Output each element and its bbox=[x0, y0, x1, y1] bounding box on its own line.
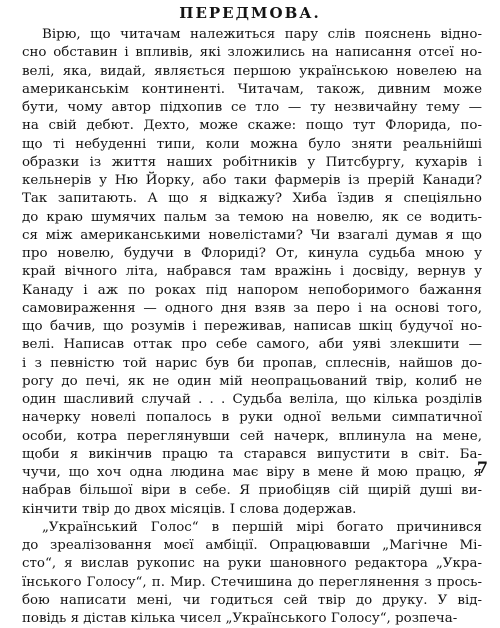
text-line: що бачив, що розумів і переживав, написав шкіц будучої но- bbox=[22, 319, 482, 334]
text-line: рогу до печі, як не один мій неопрацьований твір, колиб не bbox=[22, 373, 482, 389]
page-body-text bbox=[22, 26, 482, 628]
text-line: до зреалізовання моєї амбіції. Опрацювавши „Магічне Мі- bbox=[22, 538, 482, 553]
text-line: самовираження — одного дня взяв за перо і на основі того, bbox=[22, 300, 482, 316]
text-line: набрав більшої віри в себе. Я приобіцяв сій щирій душі ви- bbox=[22, 483, 482, 499]
text-line: їнського Голосу“, п. Мир. Стечишина до переглянення з прось- bbox=[22, 574, 482, 590]
text-line: „Український Голос“ в першій мірі богато причинився bbox=[42, 519, 482, 535]
text-line: бути, чому автор підхопив се тло — ту незвичайну тему — bbox=[22, 100, 482, 115]
text-line: велі, яка, видай, являється першою українською новелею на bbox=[22, 63, 482, 79]
text-line: край вічного літа, набрався там вражінь і досвіду, вернув у bbox=[22, 264, 482, 280]
text-line: чучи, що хоч одна людина має віру в мене й мою працю, я bbox=[22, 465, 482, 480]
text-line: один шасливий случай . . . Судьба веліла, що кілька розділів bbox=[22, 392, 482, 407]
text-line: на свій дебют. Дехто, може скаже: пощо тут Флорида, по- bbox=[22, 118, 482, 134]
text-line: про новелю, будучи в Флориді? От, кинула судьба мною у bbox=[22, 246, 482, 261]
text-line: повідь я дістав кілька чисел „Українського Голосу“, розпеча- bbox=[22, 611, 458, 626]
text-line: що ті небуденні типи, коли можна було зняти реальнійші bbox=[22, 136, 482, 152]
text-line: сто“, я вислав рукопис на руки шановного редактора „Укра- bbox=[22, 556, 482, 572]
text-line: кінчити твір до двох місяців. І слова додержав. bbox=[22, 501, 357, 517]
text-line: до краю шумячих пальм за темою на новелю, як се водить- bbox=[22, 209, 482, 225]
text-line: Так запитають. А що я відкажу? Хиба їздив я спеціяльно bbox=[22, 191, 482, 207]
text-line: Канаду і аж по роках під напором непоборимого бажання bbox=[22, 282, 482, 298]
page-title: ПЕРЕДМОВА. bbox=[179, 4, 321, 22]
text-line: бою написати мені, чи годиться сей твір до друку. У від- bbox=[22, 592, 482, 608]
text-line: кельнерів у Ню Йорку, або таки фармерів із прерій Канади? bbox=[22, 173, 482, 188]
text-line: велі. Написав оттак про себе самого, аби уяві злекшити — bbox=[22, 337, 482, 353]
text-line: щоби я викінчив працю та старався випустити в світ. Ба- bbox=[22, 446, 482, 462]
text-line: американськім континенті. Читачам, також, дивним може bbox=[22, 81, 482, 97]
text-line: сно обставин і впливів, які зложились на написання отсеї но- bbox=[22, 45, 482, 61]
text-line: начерку новелі попалось в руки одної вельми симпатичної bbox=[22, 410, 482, 426]
text-line: образки із життя наших робітників у Питсбургу, кухарів і bbox=[22, 154, 482, 170]
text-line: ся між американськими новелістами? Чи взагалі думав я що bbox=[22, 227, 482, 243]
text-line: особи, котра переглянувши сей начерк, вплинула на мене, bbox=[22, 428, 482, 444]
text-line: Вірю, що читачам належиться пару слів пояснень відно- bbox=[42, 27, 482, 42]
text-line: і з певністю той нарис був би пропав, сплеснів, найшов до- bbox=[22, 355, 482, 371]
page-number: 7 bbox=[476, 458, 488, 477]
